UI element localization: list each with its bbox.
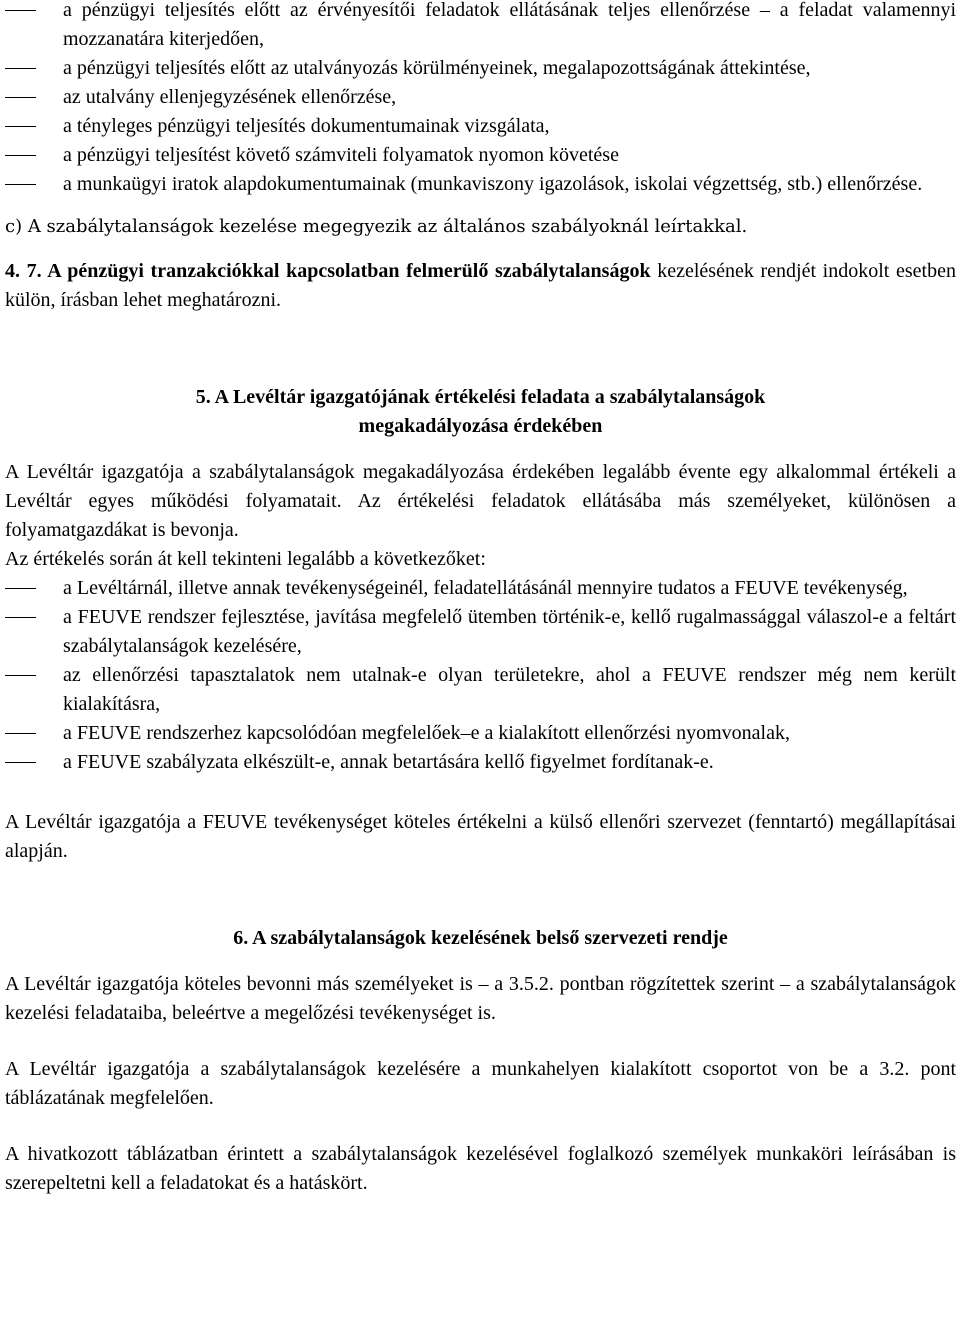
section-5-title-line-1: 5. A Levéltár igazgatójának értékelési feladata a szabálytalanságok [195, 386, 766, 408]
section-5-closing: A Levéltár igazgatója a FEUVE tevékenységet köteles értékelni a külső ellenőri szervezet (fenntartó) megállapításai alapján. [5, 811, 956, 862]
section-5-body: A Levéltár igazgatója a szabálytalanságok megakadályozása érdekében legalább évente egy alkalommal értékeli a Levéltár egyes működési folyamatait. Az értékelési feladatok ellátásába más személyeket, különösen a folyamatgazdákat is bevonja. [5, 461, 956, 541]
paragraph-4-7 [5, 257, 956, 315]
section-5-dash-list [5, 574, 956, 777]
list-item: a tényleges pénzügyi teljesítés dokumentumainak vizsgálata, [63, 115, 550, 137]
list-item: a Levéltárnál, illetve annak tevékenységeinél, feladatellátásánál mennyire tudatos a FEUVE tevékenység, [63, 577, 908, 599]
section-5-title-line-2: megakadályozása érdekében [358, 415, 603, 437]
list-item: a FEUVE szabályzata elkészült-e, annak betartására kellő figyelmet fordítanak-e. [63, 751, 714, 773]
paragraph-4-7-heading: 4. 7. A pénzügyi tranzakciókkal kapcsolatban felmerülő szabálytalanságok [5, 260, 651, 282]
list-item: a pénzügyi teljesítés előtt az érvényesítői feladatok ellátásának teljes ellenőrzése – a feladat valamennyi mozzanatára kiterjedően, [63, 0, 956, 50]
list-item: az utalvány ellenjegyzésének ellenőrzése, [63, 86, 397, 108]
section-6-paragraph-3: A hivatkozott táblázatban érintett a szabálytalanságok kezelésével foglalkozó személyek munkaköri leírásában is szerepeltetni kell a feladatokat és a hatáskört. [5, 1143, 956, 1194]
list-item: a munkaügyi iratok alapdokumentumainak (munkaviszony igazolások, iskolai végzettség, stb.) ellenőrzése. [63, 173, 923, 195]
section-6-paragraph-2: A Levéltár igazgatója a szabálytalanságok kezelésére a munkahelyen kialakított csoportot von be a 3.2. pont táblázatának megfelelően. [5, 1058, 956, 1109]
list-item: a pénzügyi teljesítés előtt az utalványozás körülményeinek, megalapozottságának áttekintése, [63, 57, 811, 79]
section-5-title [5, 383, 956, 441]
list-item: az ellenőrzési tapasztalatok nem utalnak-e olyan területekre, ahol a FEUVE rendszer még nem került kialakításra, [63, 664, 956, 715]
section-6-paragraph-1: A Levéltár igazgatója köteles bevonni más személyeket is – a 3.5.2. pontban rögzítettek szerint – a szabálytalanságok kezelési feladataiba, beleértve a megelőzési tevékenységet is. [5, 973, 956, 1024]
section-5-intro: Az értékelés során át kell tekinteni legalább a következőket: [5, 548, 486, 570]
list-item: a FEUVE rendszer fejlesztése, javítása megfelelő ütemben történik-e, kellő rugalmassággal válaszol-e a feltárt szabálytalanságok kezelésére, [63, 606, 956, 657]
top-dash-list [5, 0, 956, 199]
paragraph-c: c) A szabálytalanságok kezelése megegyezik az általános szabályoknál leírtakkal. [5, 216, 748, 237]
list-item: a FEUVE rendszerhez kapcsolódóan megfelelőek–e a kialakított ellenőrzési nyomvonalak, [63, 722, 790, 744]
section-6-title: 6. A szabálytalanságok kezelésének belső szervezeti rendje [233, 927, 728, 949]
list-item: a pénzügyi teljesítést követő számviteli folyamatok nyomon követése [63, 144, 619, 166]
paragraph-4-7-text: kezelésének rendjét indokolt esetben külön, írásban lehet meghatározni. [5, 260, 956, 311]
